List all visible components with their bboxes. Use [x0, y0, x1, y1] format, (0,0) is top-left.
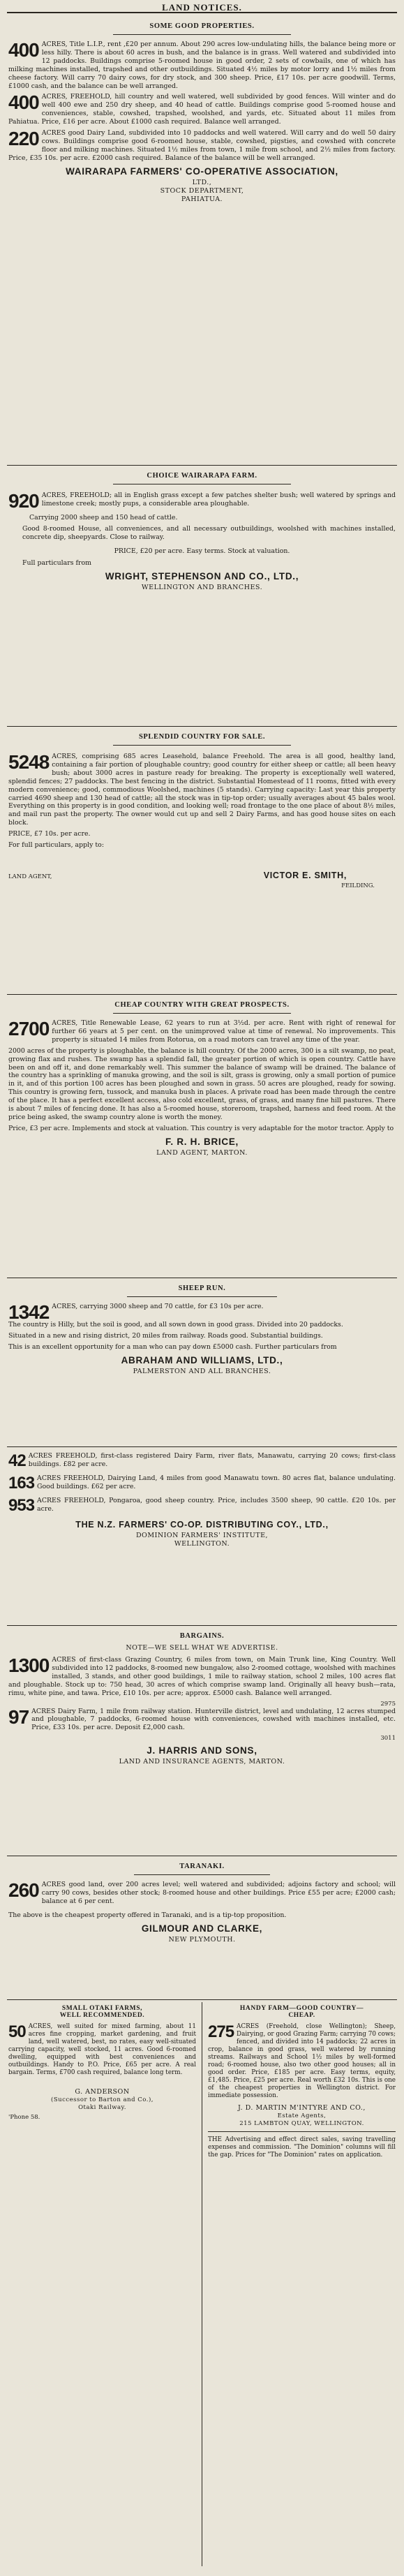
ad-splendid-country: [8, 729, 396, 993]
ad-title: SHEEP RUN.: [178, 1285, 226, 1292]
ad-taranaki: [8, 1858, 396, 1998]
section-rule: [7, 1625, 397, 1626]
ad-title: SOME GOOD PROPERTIES.: [149, 22, 255, 30]
acreage: 260: [8, 1879, 39, 1901]
acreage: 920: [8, 490, 39, 512]
acreage: 5248: [8, 751, 50, 773]
advertiser-name: THE N.Z. FARMERS' CO-OP. DISTRIBUTING COY., LTD.,: [75, 1520, 329, 1530]
advertiser-description: Estate Agents,: [277, 2112, 327, 2119]
listing-text: ACRES, well suited for mixed farming, about 11 acres fine cropping, market gardening, and fruit land, well watered, best, no rates, easy well-situated carrying capacity, well stocked, 11 acres. Good 6-roomed dwelling, equipped with best conveniences and outbuildings. Handy to P.O. Price, £65 per acre. A real bargain. Terms, £700 cash required, balance long term.: [8, 2023, 196, 2076]
listing-text: ACRES good Dairy Land, subdivided into 10 paddocks and well watered. Will carry and do well 50 dairy cows. Buildings comprise good 6-roomed house, stable, cowshed, pigsties, and cowshed with concrete floor and milking machines. Situated 1½ miles from town, 1 mile from school, and 2½ miles from factory. Price, £35 10s. per acre. £2000 cash required. Balance of the balance will be well arranged.: [8, 129, 396, 162]
acreage: 400: [8, 91, 39, 114]
advertiser-location: LAND AGENT, MARTON.: [156, 1148, 248, 1157]
listing: [8, 753, 396, 827]
ad-title: CHEAP COUNTRY WITH GREAT PROSPECTS.: [114, 1001, 290, 1009]
divider: [134, 1874, 270, 1875]
advertiser-town: NEW PLYMOUTH.: [168, 1935, 236, 1944]
price-line: Price, £3 per acre. Implements and stock at valuation. This country is very adaptable for the motor tractor. Apply to: [8, 1124, 394, 1132]
divider: [113, 1013, 291, 1014]
ad-subtitle: WELL RECOMMENDED.: [59, 2012, 145, 2019]
advertiser-name: WRIGHT, STEPHENSON AND CO., LTD.,: [105, 571, 299, 582]
ad-bargains: [8, 1628, 396, 1854]
ad-nz-farmers: [8, 1449, 396, 1624]
ad-note: NOTE—WE SELL WHAT WE ADVERTISE.: [126, 1644, 278, 1652]
ad-choice-wairarapa: [8, 468, 396, 725]
ad-cheap-country: [8, 997, 396, 1276]
acreage: 50: [8, 2022, 26, 2041]
listing-text: ACRES FREEHOLD, Pongaroa, good sheep country. Price, includes 3500 sheep, 90 cattle. £20 10s. per acre.: [37, 1496, 396, 1513]
listing: [8, 1881, 396, 1906]
agent-label: LAND AGENT,: [8, 873, 52, 880]
listing-text: ACRES, FREEHOLD; all in English grass except a few patches shelter bush; well watered by springs and limestone creek; mostly pups, a considerable area ploughable.: [41, 491, 396, 508]
listing-text: ACRES good land, over 200 acres level; well watered and subdivided; adjoins factory and school; will carry 90 cows, besides other stock; 8-roomed house and other buildings. Price £55 per acre; £2000 cash; balance at 6 per cent.: [41, 1881, 396, 1905]
price-line: PRICE, £20 per acre. Easy terms. Stock at valuation.: [114, 547, 290, 555]
acreage: 953: [8, 1495, 35, 1515]
advertiser-suffix: LTD.,: [192, 178, 212, 186]
listing-ref: 3011: [380, 1735, 396, 1742]
acreage: 163: [8, 1473, 35, 1493]
ad-sheep-run: [8, 1280, 396, 1445]
advertiser-name: WAIRARAPA FARMERS' CO-OPERATIVE ASSOCIATION,: [66, 165, 338, 177]
advertiser-name: J. D. MARTIN M'INTYRE AND CO.,: [238, 2104, 366, 2112]
listing-text: ACRES, Title Renewable Lease, 62 years to run at 3½d. per acre. Rent with right of renewal for further 66 years at 5 per cent. on the unimproved value at time of renewal. No improvements. This property is situated 14 miles from Rotorua, on a road motors can travel any time of the year.: [52, 1019, 396, 1044]
divider: [113, 34, 291, 35]
listing-text: ACRES Dairy Farm, 1 mile from railway station. Hunterville district, level and undulating, 12 acres stumped and ploughable, 7 paddocks, 6-roomed house with conveniences, cowshed with machines installed, etc. Price, £33 10s. per acre. Deposit £2,000 cash.: [31, 1707, 396, 1732]
acreage: 275: [208, 2022, 234, 2041]
advertiser-town: PAHIATUA.: [181, 195, 223, 203]
listing: [8, 1301, 396, 1323]
listing: [8, 129, 396, 163]
listing: [8, 93, 396, 126]
ad-otaki-farms: [8, 2002, 196, 2566]
advertiser-name: G. ANDERSON: [75, 2088, 130, 2096]
listing-text: ACRES FREEHOLD, Dairying Land, 4 miles from good Manawatu town. 80 acres flat, balance undulating. Good buildings. £62 per acre.: [37, 1474, 396, 1490]
listing: [8, 40, 396, 90]
listing: [208, 2023, 396, 2100]
stock-line: Carrying 2000 sheep and 150 head of cattle.: [29, 513, 178, 521]
listing-detail: Situated in a new and rising district, 20 miles from railway. Roads good. Substantial buildings.: [8, 1331, 323, 1340]
section-rule: [7, 465, 397, 466]
ad-some-good-properties: [8, 18, 396, 465]
bottom-columns: [8, 2002, 396, 2566]
advertiser-town: WELLINGTON AND BRANCHES.: [141, 584, 263, 592]
advertiser-name: GILMOUR AND CLARKE,: [141, 1923, 263, 1934]
particulars-line: For full particulars, apply to:: [8, 841, 104, 850]
ad-title: SPLENDID COUNTRY FOR SALE.: [138, 733, 266, 741]
divider: [208, 2131, 396, 2132]
acreage: 1300: [8, 1655, 50, 1676]
ad-title: HANDY FARM—GOOD COUNTRY—: [239, 2005, 364, 2012]
advertiser-description: LAND AND INSURANCE AGENTS, MARTON.: [119, 1758, 285, 1766]
listing-text: ACRES, comprising 685 acres Leasehold, balance Freehold. The area is all good, healthy land, containing a fair portion of ploughable country; good country for either sheep or cattle; all been heavy bush; about 3000 acres in pasture ready for breaking. The property is exceptionally well watered, splendid fences; 27 paddocks. The best fencing in the district. Substantial Homestead of 11 rooms, fitted with every modern convenience; good, commodious Woolshed, machines (5 stands). Carrying capacity: Last year this property carried 4690 sheep and 130 head of cattle; all the stock was in tip-top order; usually averages about 45 bales wool. Everything on this property is in good condition, and looking well; road frontage to the one place of about 8½ miles, and mail run past the property. The owner would cut up and sell 2 Dairy Farms, and has good house sites on each block.: [8, 753, 396, 827]
listing-detail: 2000 acres of the property is ploughable, the balance is hill country. Of the 2000 acres, 300 is a silt swamp, no peat, growing flax and rushes. The swamp has a splendid fall, the greater portion of which is open country. Cattle have been on and off it, and done remarkably well. This summer the balance of swamp will be drained. The balance of the country has a sprinkling of manuka growing, and the soil is silt, grass is growing, only a small portion of pumice in it, and of this portion 100 acres has been ploughed and sown in grass. 50 acres are ploughed, ready for sowing. This country is growing fern, tussock, and manuka bush in places. A private road has been made through the centre of the place. It has a perfect excellent access, also cold excellent, grass, of grass, and many fine hill pastures. There is about 7 miles of fencing done. It has also a 5-roomed house, storeroom, trapshed, harness and feed room. At the price being asked, the swamp country alone is worth the money.: [8, 1046, 396, 1121]
advertiser-name: J. HARRIS AND SONS,: [147, 1745, 257, 1756]
advertiser-successor: (Successor to Barton and Co.),: [51, 2096, 154, 2103]
advertiser-name: ABRAHAM AND WILLIAMS, LTD.,: [121, 1354, 283, 1365]
ad-subtitle: CHEAP.: [288, 2012, 315, 2019]
listing-text: ACRES, FREEHOLD, hill country and well watered, well subdivided by good fences. Will winter and do well 400 ewe and 250 dry sheep, and 40 head of cattle. Buildings comprise good 5-roomed house and conveniences, stable, cowshed, trapshed, woolshed, and yards, etc. Situated about 11 miles from Pahiatua. Price, £16 per acre. About £1000 cash required. Balance well arranged.: [8, 93, 396, 126]
listing-text: ACRES of first-class Grazing Country, 6 miles from town, on Main Trunk line, King Country. Well subdivided into 12 paddocks, 8-roomed new bungalow, also 2-roomed cottage, woolshed with machines installed, 3 stands, and other good buildings, 1 mile to railway station, school 2 miles, 100 acres flat and ploughable. Stock up to: 750 head, 30 acres of which comprise swamp land. Originally all heavy bush—rata, rimu, white pine, and tawa. Price, £10 10s. per acre; approx. £5000 cash. Balance well arranged.: [8, 1656, 396, 1697]
advertiser-institute: DOMINION FARMERS' INSTITUTE,: [135, 1532, 269, 1540]
listing: [8, 1656, 396, 1698]
advertiser-name: VICTOR E. SMITH,: [263, 870, 347, 880]
acreage: 400: [8, 39, 39, 61]
listing-detail: This is an excellent opportunity for a man who can pay down £5000 cash. Further particulars from: [8, 1342, 337, 1351]
agent-row: [8, 852, 396, 882]
ad-title: SMALL OTAKI FARMS,: [61, 2005, 143, 2012]
listing: [8, 1474, 396, 1491]
listing: [8, 1019, 396, 1044]
advertiser-town: Otaki Railway.: [78, 2104, 126, 2111]
listing: [8, 1497, 396, 1513]
advertiser-town: FEILDING.: [341, 882, 375, 889]
ad-title: TARANAKI.: [179, 1863, 225, 1870]
price-line: PRICE, £7 10s. per acre.: [8, 830, 91, 838]
advertiser-phone: 'Phone 58.: [8, 2114, 40, 2121]
buildings-line: Good 8-roomed House, all conveniences, and all necessary outbuildings, woolshed with machines installed, concrete dip, sheepyards. Close to railway.: [22, 524, 396, 541]
particulars-line: Full particulars from: [22, 559, 91, 568]
acreage: 220: [8, 128, 39, 150]
section-rule: [7, 1446, 397, 1447]
listing-detail: The country is Hilly, but the soil is good, and all sown down in good grass. Divided into 20 paddocks.: [8, 1321, 343, 1328]
dominion-notice: THE Advertising and effect direct sales, saving travelling expenses and commission. "The Dominion" columns will fill the gap. Prices for "The Dominion" rates on application.: [208, 2136, 396, 2159]
listing: [8, 1452, 396, 1469]
divider: [127, 1296, 277, 1297]
ad-title: BARGAINS.: [179, 1632, 225, 1640]
listing: [8, 490, 396, 512]
section-rule: [7, 726, 397, 727]
listing: [8, 1705, 396, 1733]
listing-text: ACRES (Freehold, close Wellington); Sheep, Dairying, or good Grazing Farm; carrying 70 cows; fenced, and divided into 14 paddocks; 22 acres in crop, balance in good grass, well watered by running streams. Railways and School 1½ miles by well-formed road; 6-roomed house, also two other good houses; all in good order. Price, £185 per acre. Easy terms, equity, £1,485. Price, £25 per acre. Real worth £32 10s. This is one of the cheapest properties in Wellington district. For immediate possession.: [208, 2023, 396, 2099]
listing-text: ACRES, carrying 3000 sheep and 70 cattle, for £3 10s per acre.: [52, 1303, 264, 1310]
section-rule: [7, 994, 397, 995]
listing-text: ACRES FREEHOLD, first-class registered Dairy Farm, river flats, Manawatu, carrying 20 cows; first-class buildings. £82 per acre.: [28, 1452, 396, 1468]
advertiser-address: 215 LAMBTON QUAY, WELLINGTON.: [239, 2120, 364, 2127]
listing: [8, 2023, 196, 2077]
section-rule: [7, 1999, 397, 2000]
acreage: 1342: [8, 1301, 50, 1323]
advertiser-town: WELLINGTON.: [174, 1540, 230, 1548]
listing-ref: 2975: [380, 1700, 396, 1708]
listing-text: ACRES, Title L.I.P., rent ,£20 per annum. About 290 acres low-undulating hills, the balance being more or less hilly. There is about 60 acres in bush, and the balance is in grass. Well watered and subdivided into 12 paddocks. Buildings comprise 5-roomed house in good order, 2 sets of cowbails, one of which has milking machines installed, trapshed and other outbuildings. Situated 4½ miles by motor lorry and 1½ miles from cheese factory. Will carry 70 dairy cows, for dry stock, and 300 sheep. Price, £17 10s. per acre goodwill. Terms, £1000 cash, and the balance can be well arranged.: [8, 40, 396, 90]
acreage: 2700: [8, 1018, 50, 1039]
listing-detail: The above is the cheapest property offered in Taranaki, and is a tip-top proposition.: [8, 1911, 287, 1919]
ad-title: CHOICE WAIRARAPA FARM.: [147, 472, 257, 480]
acreage: 42: [8, 1451, 26, 1470]
advertiser-name: F. R. H. BRICE,: [165, 1136, 239, 1147]
advertiser-location: PALMERSTON AND ALL BRANCHES.: [133, 1367, 271, 1375]
ad-handy-farm: [208, 2002, 396, 2566]
page-header: LAND NOTICES.: [162, 2, 242, 13]
advertiser-department: STOCK DEPARTMENT,: [160, 186, 244, 195]
divider: [113, 745, 291, 746]
acreage: 97: [8, 1705, 29, 1728]
